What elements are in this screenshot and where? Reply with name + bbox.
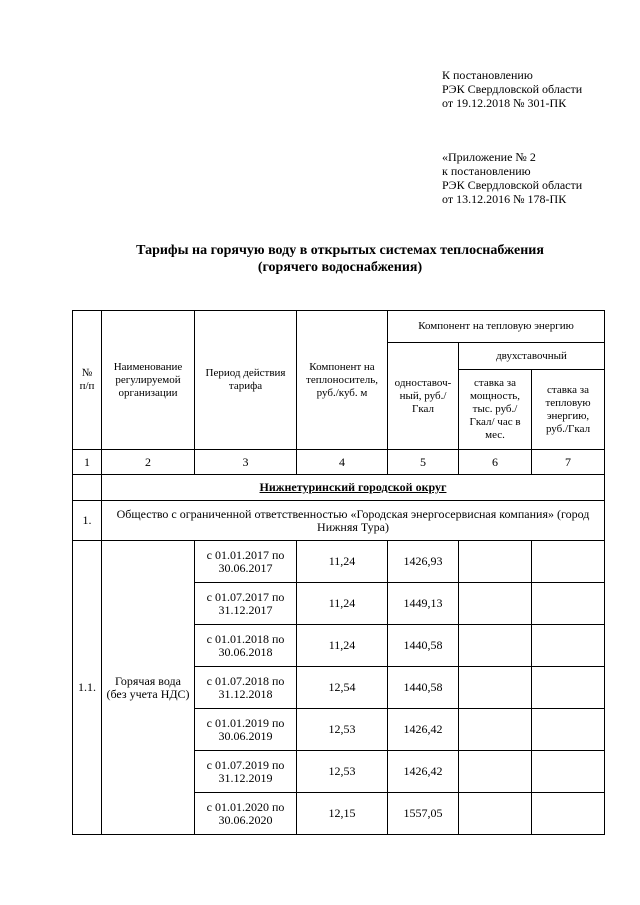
carrier-value: 11,24 <box>297 625 388 667</box>
item-name: Горячая вода (без учета НДС) <box>102 541 195 835</box>
column-number: 6 <box>459 450 532 475</box>
header-carrier: Компонент на теплоноситель, руб./куб. м <box>297 311 388 450</box>
document-title-line: (горячего водоснабжения) <box>257 260 423 275</box>
header-two-rate: двухставочный <box>459 343 605 370</box>
carrier-value: 12,53 <box>297 709 388 751</box>
capacity-rate-value <box>459 625 532 667</box>
header-organization: Наименование регулируемой организации <box>102 311 195 450</box>
document-title <box>60 242 620 276</box>
energy-rate-value <box>532 583 605 625</box>
appendix-reference <box>442 150 582 206</box>
district-name: Нижнетуринский городской округ <box>259 480 447 494</box>
carrier-value: 12,53 <box>297 751 388 793</box>
column-number: 1 <box>73 450 102 475</box>
capacity-rate-value <box>459 793 532 835</box>
single-rate-value: 1557,05 <box>388 793 459 835</box>
carrier-value: 12,54 <box>297 667 388 709</box>
header-row <box>73 311 605 343</box>
header-single-rate: одноставоч-ный, руб./Гкал <box>388 343 459 450</box>
carrier-value: 11,24 <box>297 541 388 583</box>
capacity-rate-value <box>459 751 532 793</box>
tariff-period: с 01.01.2020 по 30.06.2020 <box>195 793 297 835</box>
single-rate-value: 1426,42 <box>388 709 459 751</box>
column-number: 4 <box>297 450 388 475</box>
tariff-row <box>73 541 605 583</box>
item-number: 1.1. <box>73 541 102 835</box>
header-energy-rate: ставка за тепловую энергию, руб./Гкал <box>532 370 605 450</box>
organization-row <box>73 501 605 541</box>
column-number: 5 <box>388 450 459 475</box>
column-number: 3 <box>195 450 297 475</box>
document-title-line: Тарифы на горячую воду в открытых системах теплоснабжения <box>136 243 544 258</box>
tariff-table <box>72 310 605 835</box>
tariff-period: с 01.01.2019 по 30.06.2019 <box>195 709 297 751</box>
energy-rate-value <box>532 541 605 583</box>
single-rate-value: 1440,58 <box>388 667 459 709</box>
single-rate-value: 1426,42 <box>388 751 459 793</box>
order-reference <box>442 68 582 110</box>
appendix-reference-line: РЭК Свердловской области <box>442 178 583 192</box>
column-number: 2 <box>102 450 195 475</box>
energy-rate-value <box>532 751 605 793</box>
energy-rate-value <box>532 625 605 667</box>
single-rate-value: 1440,58 <box>388 625 459 667</box>
capacity-rate-value <box>459 541 532 583</box>
order-reference-line: К постановлению <box>442 68 533 82</box>
single-rate-value: 1449,13 <box>388 583 459 625</box>
tariff-period: с 01.07.2019 по 31.12.2019 <box>195 751 297 793</box>
column-number-row <box>73 450 605 475</box>
order-reference-line: РЭК Свердловской области <box>442 82 583 96</box>
tariff-period: с 01.07.2018 по 31.12.2018 <box>195 667 297 709</box>
tariff-period: с 01.07.2017 по 31.12.2017 <box>195 583 297 625</box>
header-num: № п/п <box>73 311 102 450</box>
carrier-value: 12,15 <box>297 793 388 835</box>
capacity-rate-value <box>459 667 532 709</box>
district-row <box>73 475 605 501</box>
capacity-rate-value <box>459 709 532 751</box>
appendix-reference-line: от 13.12.2016 № 178-ПК <box>442 192 567 206</box>
appendix-reference-line: к постановлению <box>442 164 531 178</box>
header-capacity-rate: ставка за мощность, тыс. руб./Гкал/ час в мес. <box>459 370 532 450</box>
header-period: Период действия тарифа <box>195 311 297 450</box>
organization-number: 1. <box>73 501 102 541</box>
organization-name: Общество с ограниченной ответственностью «Городская энергосервисная компания» (город Нижняя Тура) <box>102 501 605 541</box>
header-energy-component: Компонент на тепловую энергию <box>388 311 605 343</box>
capacity-rate-value <box>459 583 532 625</box>
carrier-value: 11,24 <box>297 583 388 625</box>
tariff-period: с 01.01.2018 по 30.06.2018 <box>195 625 297 667</box>
tariff-period: с 01.01.2017 по 30.06.2017 <box>195 541 297 583</box>
order-reference-line: от 19.12.2018 № 301-ПК <box>442 96 567 110</box>
energy-rate-value <box>532 667 605 709</box>
column-number: 7 <box>532 450 605 475</box>
energy-rate-value <box>532 709 605 751</box>
appendix-reference-line: «Приложение № 2 <box>442 150 536 164</box>
single-rate-value: 1426,93 <box>388 541 459 583</box>
energy-rate-value <box>532 793 605 835</box>
